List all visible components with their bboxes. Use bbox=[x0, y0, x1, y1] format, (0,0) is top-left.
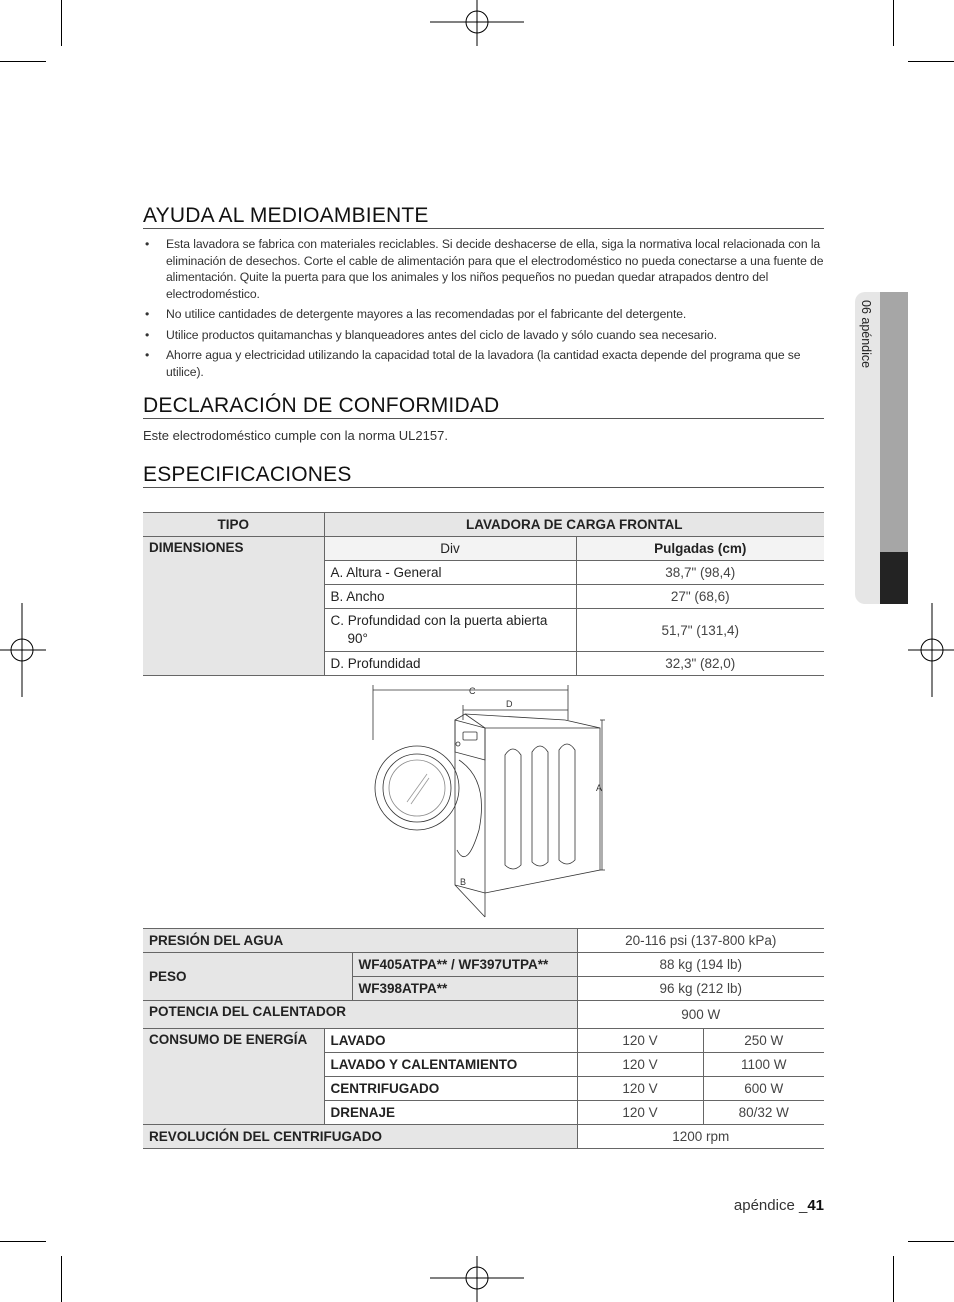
table-row bbox=[143, 929, 824, 953]
dimension-letter-a: A bbox=[596, 783, 603, 793]
table-row bbox=[143, 1029, 824, 1053]
crop-mark bbox=[0, 1241, 46, 1242]
crop-mark bbox=[893, 0, 894, 46]
dimension-value: 27" (68,6) bbox=[576, 585, 824, 609]
column-header-div: Div bbox=[324, 537, 576, 561]
list-item: • Ahorre agua y electricidad utilizando la capacidad total de la lavadora (la cantidad exacta depende del programa que se utilice). bbox=[143, 347, 827, 380]
consumo-mode: LAVADO Y CALENTAMIENTO bbox=[324, 1053, 577, 1077]
crop-mark bbox=[908, 1241, 954, 1242]
column-header-pulgadas: Pulgadas (cm) bbox=[576, 537, 824, 561]
section-rule bbox=[143, 228, 824, 229]
table-header-tipo-value: LAVADORA DE CARGA FRONTAL bbox=[324, 513, 824, 537]
environment-bullet-list bbox=[143, 236, 827, 384]
crop-mark bbox=[0, 61, 46, 62]
crop-mark bbox=[61, 0, 62, 46]
table-row bbox=[143, 1125, 824, 1149]
potencia-value: 900 W bbox=[577, 1001, 824, 1029]
dimension-value: 51,7" (131,4) bbox=[576, 609, 824, 652]
revolucion-label: REVOLUCIÓN DEL CENTRIFUGADO bbox=[143, 1125, 577, 1149]
dimension-value: 32,3" (82,0) bbox=[576, 652, 824, 676]
specifications-table bbox=[143, 928, 824, 1149]
consumo-watt: 1100 W bbox=[703, 1053, 824, 1077]
chapter-label: 06 apéndice bbox=[859, 300, 873, 369]
table-row bbox=[143, 1001, 824, 1029]
side-tab-gray-band bbox=[880, 292, 908, 552]
revolucion-value: 1200 rpm bbox=[577, 1125, 824, 1149]
potencia-label: POTENCIA DEL CALENTADOR bbox=[143, 1001, 577, 1029]
side-tab-dark-band bbox=[880, 552, 908, 604]
registration-mark bbox=[908, 603, 954, 697]
dimension-letter-d: D bbox=[506, 699, 513, 709]
registration-mark bbox=[0, 603, 46, 697]
registration-mark bbox=[430, 1256, 524, 1302]
peso-value: 88 kg (194 lb) bbox=[577, 953, 824, 977]
dimension-label: D. Profundidad bbox=[324, 652, 576, 676]
registration-mark bbox=[430, 0, 524, 46]
dimension-label: A. Altura - General bbox=[324, 561, 576, 585]
consumo-label: CONSUMO DE ENERGÍA bbox=[143, 1029, 324, 1125]
dimensions-label: DIMENSIONES bbox=[143, 537, 324, 676]
consumo-volt: 120 V bbox=[577, 1101, 703, 1125]
presion-value: 20-116 psi (137-800 kPa) bbox=[577, 929, 824, 953]
consumo-mode: CENTRIFUGADO bbox=[324, 1077, 577, 1101]
crop-mark bbox=[61, 1256, 62, 1302]
table-header-tipo: TIPO bbox=[143, 513, 324, 537]
dimension-label: B. Ancho bbox=[324, 585, 576, 609]
washer-dimension-illustration bbox=[355, 680, 625, 920]
presion-label: PRESIÓN DEL AGUA bbox=[143, 929, 577, 953]
dimension-value: 38,7" (98,4) bbox=[576, 561, 824, 585]
dimension-label-text: C. Profundidad con la puerta abierta 90° bbox=[330, 613, 548, 646]
consumo-watt: 600 W bbox=[703, 1077, 824, 1101]
dimension-label bbox=[324, 609, 576, 652]
section-title-conformity: DECLARACIÓN DE CONFORMIDAD bbox=[143, 394, 500, 417]
table-row bbox=[143, 953, 824, 977]
section-title-specs: ESPECIFICACIONES bbox=[143, 463, 352, 486]
crop-mark bbox=[908, 61, 954, 62]
peso-label: PESO bbox=[143, 953, 352, 1001]
crop-mark bbox=[893, 1256, 894, 1302]
conformity-text: Este electrodoméstico cumple con la norma UL2157. bbox=[143, 428, 448, 443]
peso-model: WF405ATPA** / WF397UTPA** bbox=[352, 953, 577, 977]
peso-value: 96 kg (212 lb) bbox=[577, 977, 824, 1001]
page-number: 41 bbox=[807, 1197, 824, 1214]
consumo-volt: 120 V bbox=[577, 1029, 703, 1053]
consumo-watt: 250 W bbox=[703, 1029, 824, 1053]
table-row bbox=[143, 537, 824, 561]
consumo-volt: 120 V bbox=[577, 1077, 703, 1101]
list-item: • No utilice cantidades de detergente mayores a las recomendadas por el fabricante del detergente. bbox=[143, 306, 827, 323]
section-rule bbox=[143, 487, 824, 488]
peso-model: WF398ATPA** bbox=[352, 977, 577, 1001]
list-item: • Utilice productos quitamanchas y blanqueadores antes del ciclo de lavado y sólo cuando sea necesario. bbox=[143, 327, 827, 344]
chapter-side-tab bbox=[855, 292, 908, 604]
page-footer bbox=[734, 1197, 824, 1214]
dimension-letter-b: B bbox=[460, 877, 467, 887]
table-row bbox=[143, 513, 824, 537]
dimensions-table bbox=[143, 512, 824, 676]
list-item: • Esta lavadora se fabrica con materiales reciclables. Si decide deshacerse de ella, siga la normativa local relacionada con la eliminación de desechos. Corte el cable de alimentación para que el electrodoméstico no pueda conectarse a una fuente de alimentación. Quite la puerta para que los animales y los niños pequeños no puedan quedar atrapados dentro del electrodoméstico. bbox=[143, 236, 827, 302]
section-rule bbox=[143, 418, 824, 419]
consumo-volt: 120 V bbox=[577, 1053, 703, 1077]
section-title-environment: AYUDA AL MEDIOAMBIENTE bbox=[143, 204, 429, 227]
consumo-watt: 80/32 W bbox=[703, 1101, 824, 1125]
footer-section-label: apéndice _ bbox=[733, 1197, 808, 1214]
consumo-mode: LAVADO bbox=[324, 1029, 577, 1053]
dimension-letter-c: C bbox=[469, 686, 476, 696]
consumo-mode: DRENAJE bbox=[324, 1101, 577, 1125]
